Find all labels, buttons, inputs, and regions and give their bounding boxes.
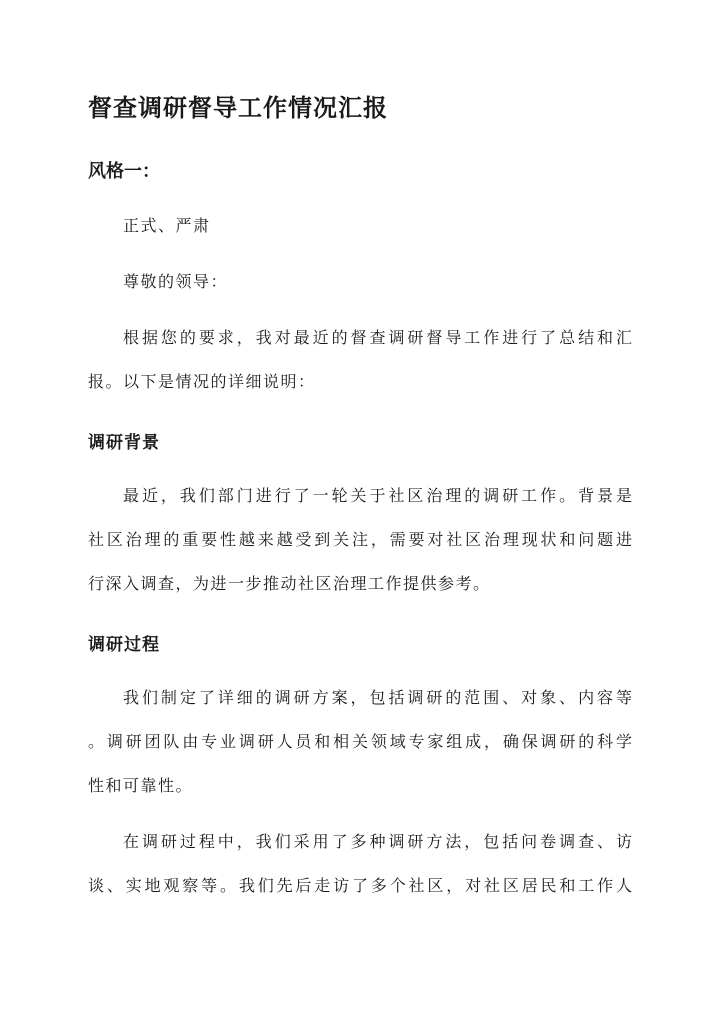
style-label: 风格一： [88, 161, 160, 182]
background-line-1: 最近，我们部门进行了一轮关于社区治理的调研工作。背景是 [123, 486, 632, 505]
process-p2-line-1: 在调研过程中，我们采用了多种调研方法，包括问卷调查、访 [123, 832, 632, 851]
background-line-2: 社区治理的重要性越来越受到关注，需要对社区治理现状和问题进 [88, 530, 632, 549]
background-line-3: 行深入调查，为进一步推动社区治理工作提供参考。 [88, 574, 491, 593]
section-heading-process: 调研过程 [88, 635, 160, 655]
process-p1-line-2: 。调研团队由专业调研人员和相关领域专家组成，确保调研的科学 [88, 732, 632, 751]
intro-line-2: 报。以下是情况的详细说明： [88, 372, 316, 391]
salutation: 尊敬的领导： [123, 272, 229, 291]
tone-line: 正式、严肃 [123, 216, 211, 235]
process-p1-line-1: 我们制定了详细的调研方案，包括调研的范围、对象、内容等 [123, 688, 632, 707]
process-p1-line-3: 性和可靠性。 [88, 776, 194, 795]
process-p2-line-2: 谈、实地观察等。我们先后走访了多个社区，对社区居民和工作人 [88, 876, 632, 895]
document-title: 督查调研督导工作情况汇报 [88, 93, 388, 122]
section-heading-background: 调研背景 [88, 433, 160, 453]
intro-line-1: 根据您的要求，我对最近的督查调研督导工作进行了总结和汇 [123, 328, 632, 347]
